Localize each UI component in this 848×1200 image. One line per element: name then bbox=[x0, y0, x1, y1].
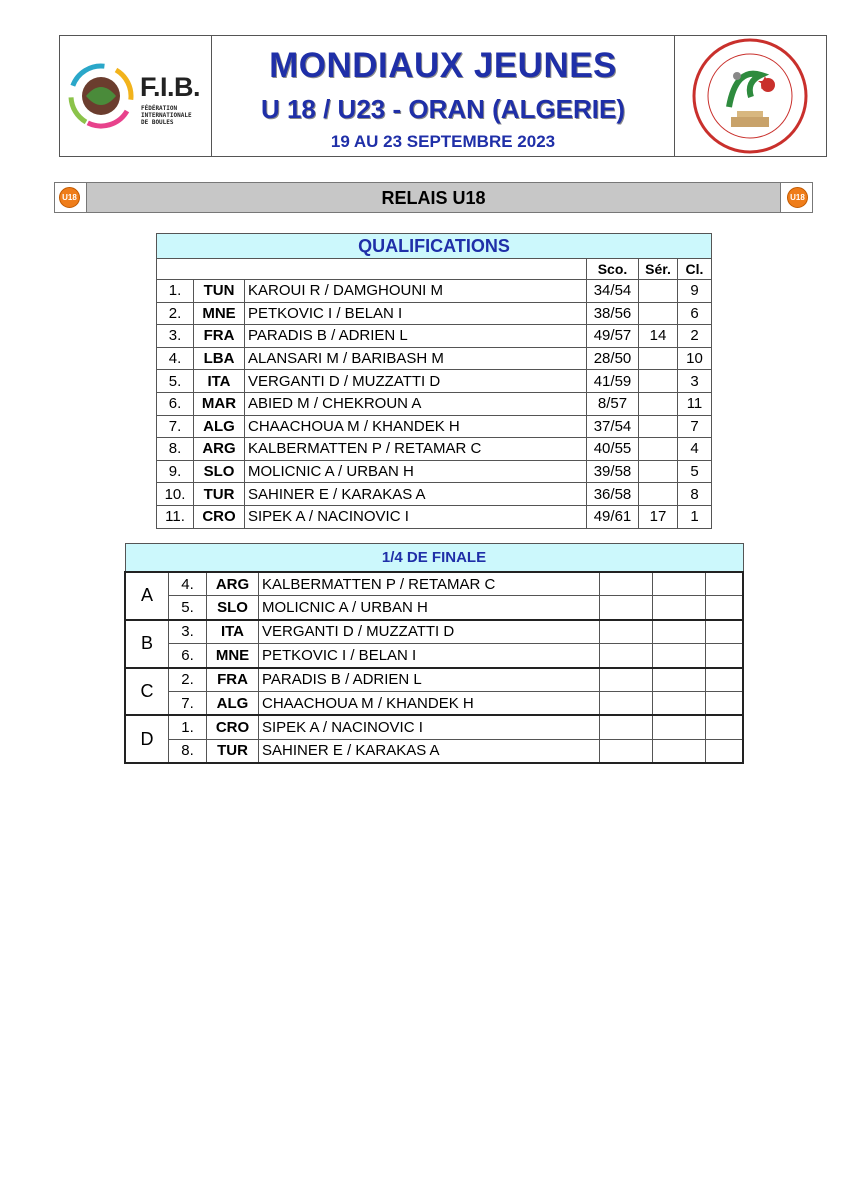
row-number: 6. bbox=[169, 644, 207, 668]
rank: 6 bbox=[678, 302, 712, 325]
row-number: 1. bbox=[157, 280, 194, 303]
row-number: 3. bbox=[157, 325, 194, 348]
rank: 3 bbox=[678, 370, 712, 393]
score: 41/59 bbox=[587, 370, 639, 393]
row-number: 9. bbox=[157, 460, 194, 483]
row-number: 7. bbox=[169, 691, 207, 715]
page-title: MONDIAUX JEUNES bbox=[269, 46, 617, 85]
fib-logo-text: F.I.B. bbox=[140, 72, 201, 102]
score: 39/58 bbox=[587, 460, 639, 483]
series bbox=[639, 392, 678, 415]
nation-code: MNE bbox=[207, 644, 259, 668]
nation-code: ARG bbox=[207, 572, 259, 596]
score-cell bbox=[706, 620, 744, 644]
score-cell bbox=[600, 739, 653, 763]
players: PARADIS B / ADRIEN L bbox=[259, 668, 600, 692]
nation-code: ALG bbox=[207, 691, 259, 715]
quarter-final-row bbox=[125, 691, 743, 715]
row-number: 10. bbox=[157, 483, 194, 506]
series bbox=[639, 302, 678, 325]
score-cell bbox=[600, 596, 653, 620]
players: CHAACHOUA M / KHANDEK H bbox=[259, 691, 600, 715]
row-number: 8. bbox=[169, 739, 207, 763]
u18-badge-icon-left: U18 bbox=[59, 187, 80, 208]
players: SIPEK A / NACINOVIC I bbox=[245, 505, 587, 528]
nation-code: CRO bbox=[194, 505, 245, 528]
quarter-final-row bbox=[125, 620, 743, 644]
quarter-final-row bbox=[125, 668, 743, 692]
score-cell bbox=[600, 572, 653, 596]
quarter-finals-caption-row bbox=[125, 544, 743, 573]
score-cell bbox=[653, 715, 706, 739]
nation-code: MAR bbox=[194, 392, 245, 415]
score: 36/58 bbox=[587, 483, 639, 506]
players: KAROUI R / DAMGHOUNI M bbox=[245, 280, 587, 303]
nation-code: ALG bbox=[194, 415, 245, 438]
qualification-row bbox=[157, 460, 712, 483]
qualification-row bbox=[157, 505, 712, 528]
nation-code: TUR bbox=[194, 483, 245, 506]
score-cell bbox=[600, 668, 653, 692]
nation-code: CRO bbox=[207, 715, 259, 739]
players: VERGANTI D / MUZZATTI D bbox=[245, 370, 587, 393]
score-cell bbox=[653, 668, 706, 692]
qualifications-header-row bbox=[157, 259, 712, 280]
score-cell bbox=[600, 715, 653, 739]
column-header-rank: Cl. bbox=[678, 259, 712, 280]
score-cell bbox=[706, 572, 744, 596]
rank: 5 bbox=[678, 460, 712, 483]
nation-code: TUN bbox=[194, 280, 245, 303]
nation-code: TUR bbox=[207, 739, 259, 763]
nation-code: FRA bbox=[194, 325, 245, 348]
players: CHAACHOUA M / KHANDEK H bbox=[245, 415, 587, 438]
row-number: 2. bbox=[157, 302, 194, 325]
nation-code: ITA bbox=[207, 620, 259, 644]
quarter-finals-table bbox=[124, 543, 744, 764]
header-blank bbox=[157, 259, 587, 280]
event-title: RELAIS U18 bbox=[86, 183, 781, 212]
row-number: 3. bbox=[169, 620, 207, 644]
score-cell bbox=[600, 691, 653, 715]
rank: 7 bbox=[678, 415, 712, 438]
score: 37/54 bbox=[587, 415, 639, 438]
row-number: 1. bbox=[169, 715, 207, 739]
score-cell bbox=[600, 620, 653, 644]
score-cell bbox=[706, 644, 744, 668]
score-cell bbox=[653, 739, 706, 763]
series bbox=[639, 460, 678, 483]
match-group-label: A bbox=[125, 572, 169, 620]
qualification-row bbox=[157, 392, 712, 415]
series bbox=[639, 415, 678, 438]
row-number: 7. bbox=[157, 415, 194, 438]
quarter-final-row bbox=[125, 596, 743, 620]
match-group-label: B bbox=[125, 620, 169, 668]
players: KALBERMATTEN P / RETAMAR C bbox=[245, 438, 587, 461]
nation-code: ARG bbox=[194, 438, 245, 461]
series: 17 bbox=[639, 505, 678, 528]
players: PETKOVIC I / BELAN I bbox=[259, 644, 600, 668]
rank: 4 bbox=[678, 438, 712, 461]
event-dates: 19 AU 23 SEPTEMBRE 2023 bbox=[330, 132, 556, 151]
players: ABIED M / CHEKROUN A bbox=[245, 392, 587, 415]
score-cell bbox=[706, 691, 744, 715]
score: 49/57 bbox=[587, 325, 639, 348]
qualifications-title: QUALIFICATIONS bbox=[157, 234, 712, 259]
score-cell bbox=[706, 668, 744, 692]
qualification-row bbox=[157, 347, 712, 370]
qualification-row bbox=[157, 438, 712, 461]
row-number: 11. bbox=[157, 505, 194, 528]
score-cell bbox=[653, 596, 706, 620]
score: 28/50 bbox=[587, 347, 639, 370]
score-cell bbox=[600, 644, 653, 668]
quarter-final-row bbox=[125, 715, 743, 739]
score-cell bbox=[653, 620, 706, 644]
rank: 8 bbox=[678, 483, 712, 506]
players: KALBERMATTEN P / RETAMAR C bbox=[259, 572, 600, 596]
match-group-label: D bbox=[125, 715, 169, 763]
fib-logo-subtitle: FÉDÉRATION INTERNATIONALE DE BOULES bbox=[141, 105, 192, 126]
column-header-score: Sco. bbox=[587, 259, 639, 280]
document-header bbox=[59, 35, 827, 157]
nation-code: MNE bbox=[194, 302, 245, 325]
qualification-row bbox=[157, 370, 712, 393]
rank: 10 bbox=[678, 347, 712, 370]
u18-badge-icon-right: U18 bbox=[787, 187, 808, 208]
nation-code: ITA bbox=[194, 370, 245, 393]
players: SAHINER E / KARAKAS A bbox=[259, 739, 600, 763]
row-number: 4. bbox=[169, 572, 207, 596]
score-cell bbox=[653, 644, 706, 668]
players: VERGANTI D / MUZZATTI D bbox=[259, 620, 600, 644]
row-number: 8. bbox=[157, 438, 194, 461]
fib-logo-icon bbox=[66, 56, 136, 136]
event-logo-cell bbox=[674, 36, 826, 156]
nation-code: LBA bbox=[194, 347, 245, 370]
score-cell bbox=[653, 572, 706, 596]
quarter-finals-title: 1/4 DE FINALE bbox=[125, 544, 743, 573]
series bbox=[639, 280, 678, 303]
series bbox=[639, 438, 678, 461]
match-group-label: C bbox=[125, 668, 169, 716]
score: 38/56 bbox=[587, 302, 639, 325]
oran-event-logo-icon bbox=[691, 37, 809, 155]
players: ALANSARI M / BARIBASH M bbox=[245, 347, 587, 370]
score-cell bbox=[706, 596, 744, 620]
quarter-final-row bbox=[125, 572, 743, 596]
score: 40/55 bbox=[587, 438, 639, 461]
series bbox=[639, 347, 678, 370]
series: 14 bbox=[639, 325, 678, 348]
qualification-row bbox=[157, 302, 712, 325]
qualification-row bbox=[157, 483, 712, 506]
quarter-final-row bbox=[125, 644, 743, 668]
players: PARADIS B / ADRIEN L bbox=[245, 325, 587, 348]
nation-code: SLO bbox=[194, 460, 245, 483]
header-titles bbox=[212, 36, 674, 156]
score-cell bbox=[653, 691, 706, 715]
players: SIPEK A / NACINOVIC I bbox=[259, 715, 600, 739]
players: SAHINER E / KARAKAS A bbox=[245, 483, 587, 506]
qualification-row bbox=[157, 280, 712, 303]
series bbox=[639, 483, 678, 506]
row-number: 2. bbox=[169, 668, 207, 692]
qualification-row bbox=[157, 415, 712, 438]
rank: 11 bbox=[678, 392, 712, 415]
players: MOLICNIC A / URBAN H bbox=[259, 596, 600, 620]
event-bar bbox=[54, 182, 813, 213]
row-number: 4. bbox=[157, 347, 194, 370]
nation-code: SLO bbox=[207, 596, 259, 620]
rank: 9 bbox=[678, 280, 712, 303]
row-number: 5. bbox=[169, 596, 207, 620]
rank: 2 bbox=[678, 325, 712, 348]
players: MOLICNIC A / URBAN H bbox=[245, 460, 587, 483]
page-subtitle: U 18 / U23 - ORAN (ALGERIE) bbox=[260, 94, 626, 124]
row-number: 6. bbox=[157, 392, 194, 415]
score: 8/57 bbox=[587, 392, 639, 415]
score-cell bbox=[706, 739, 744, 763]
score-cell bbox=[706, 715, 744, 739]
nation-code: FRA bbox=[207, 668, 259, 692]
qualification-row bbox=[157, 325, 712, 348]
score: 49/61 bbox=[587, 505, 639, 528]
quarter-final-row bbox=[125, 739, 743, 763]
column-header-series: Sér. bbox=[639, 259, 678, 280]
fib-logo-cell bbox=[60, 36, 212, 156]
rank: 1 bbox=[678, 505, 712, 528]
players: PETKOVIC I / BELAN I bbox=[245, 302, 587, 325]
qualifications-table bbox=[156, 233, 712, 529]
series bbox=[639, 370, 678, 393]
row-number: 5. bbox=[157, 370, 194, 393]
qualifications-caption-row bbox=[157, 234, 712, 259]
score: 34/54 bbox=[587, 280, 639, 303]
